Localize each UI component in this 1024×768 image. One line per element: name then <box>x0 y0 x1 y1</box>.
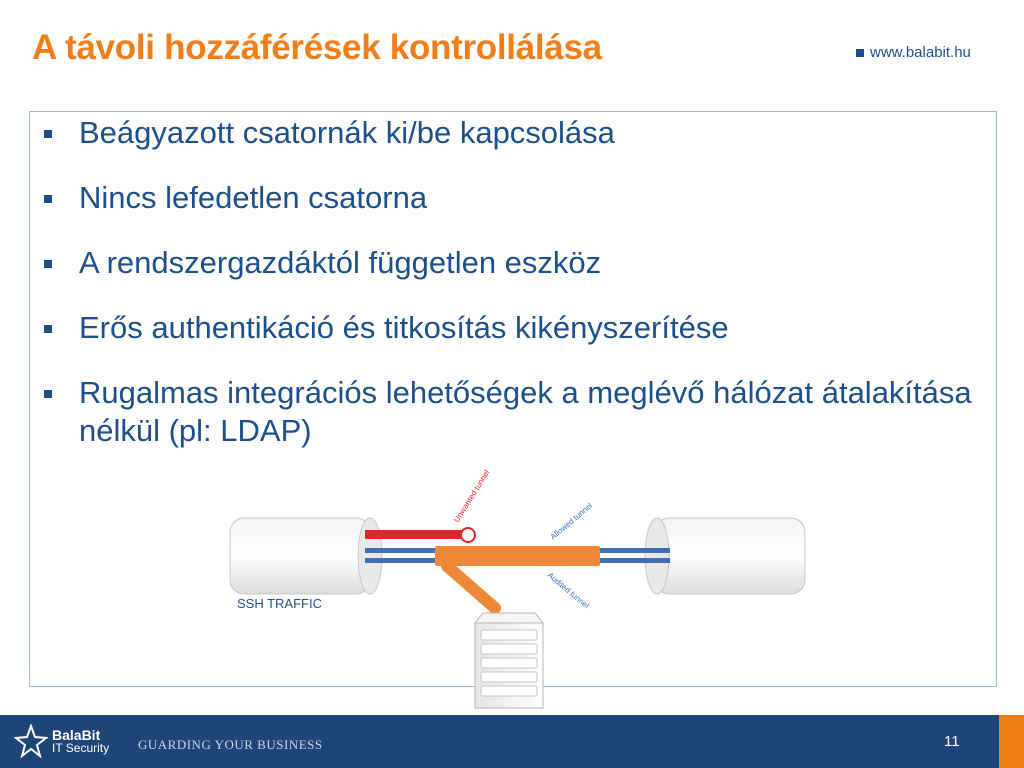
audited-tunnel <box>447 566 495 608</box>
square-bullet-icon <box>856 49 864 57</box>
bullet-text: A rendszergazdáktól független eszköz <box>79 245 602 280</box>
allowed-tunnel <box>435 546 600 566</box>
company-logo <box>14 724 109 758</box>
left-pipe <box>230 518 382 594</box>
page-number: 11 <box>944 733 960 750</box>
bullet-item <box>44 374 974 450</box>
ssh-traffic-label: SSH TRAFFIC <box>237 596 322 611</box>
square-bullet-icon <box>44 260 52 268</box>
unwanted-tunnel-label: Unwanted tunnel <box>452 468 492 525</box>
allowed-tunnel-label: Allowed tunnel <box>548 501 595 542</box>
square-bullet-icon <box>44 325 52 333</box>
bullet-item <box>44 114 974 152</box>
bullet-text: Nincs lefedetlen csatorna <box>79 180 428 215</box>
unwanted-tunnel <box>365 530 465 539</box>
square-bullet-icon <box>44 390 52 398</box>
star-logo-icon <box>14 724 48 758</box>
company-sub: IT Security <box>52 740 110 755</box>
bullet-text: Rugalmas integrációs lehetőségek a meglévő hálózat átalakítása nélkül (pl: LDAP) <box>79 375 972 448</box>
right-pipe <box>645 518 805 594</box>
lock-icon <box>461 528 475 542</box>
website-link[interactable] <box>856 44 971 61</box>
square-bullet-icon <box>44 195 52 203</box>
square-bullet-icon <box>44 130 52 138</box>
bullet-list <box>44 114 974 477</box>
audited-tunnel-label: Audited tunnel <box>545 570 591 611</box>
bullet-item <box>44 309 974 347</box>
ssh-tunnel-diagram <box>225 468 815 716</box>
bullet-text: Erős authentikáció és titkosítás kikényszerítése <box>79 310 729 345</box>
bullet-item <box>44 244 974 282</box>
footer-accent <box>999 715 1024 768</box>
bullet-text: Beágyazott csatornák ki/be kapcsolása <box>79 115 615 150</box>
company-name: BalaBit <box>52 726 101 743</box>
website-text: www.balabit.hu <box>870 44 971 61</box>
slide-title: A távoli hozzáférések kontrollálása <box>32 28 602 67</box>
bullet-item <box>44 179 974 217</box>
slogan: GUARDING YOUR BUSINESS <box>138 737 323 752</box>
server-icon <box>475 613 543 708</box>
